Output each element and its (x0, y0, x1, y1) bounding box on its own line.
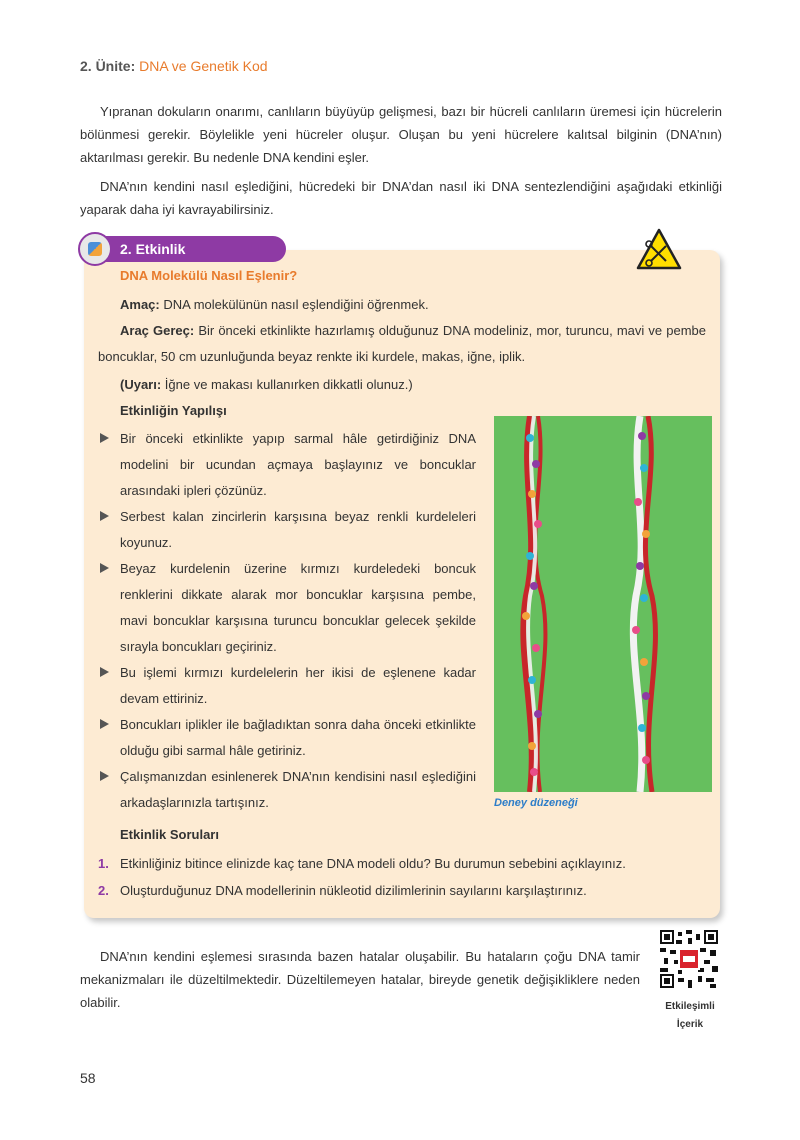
warning-text: İğne ve makası kullanırken dikkatli olunuz.) (161, 377, 413, 392)
question-number: 1. (98, 856, 109, 871)
intro-paragraph-2: DNA’nın kendini nasıl eşlediğini, hücredeki bir DNA’dan nasıl iki DNA sentezlendiğini aşağıdaki etkinliği yaparak daha iyi kavrayabilirsiniz. (80, 179, 722, 217)
question-text: Oluşturduğunuz DNA modellerinin nükleotid dizilimlerinin sayılarını karşılaştırınız. (120, 883, 587, 898)
tools-line (98, 318, 706, 370)
arrow-bullet-icon (100, 563, 111, 574)
step-item: Serbest kalan zincirlerin karşısına beyaz renkli kurdeleleri koyunuz. (100, 504, 476, 556)
qr-label: Etkileşimli İçerik (665, 1001, 715, 1030)
photo-caption: Deney düzeneği (494, 797, 578, 809)
intro-paragraph-1: Yıpranan dokuların onarımı, canlıların büyüyüp gelişmesi, bazı bir hücreli canlıların üremesi için hücrelerin bölünmesi gerekir. Böylelikle yeni hücreler oluşur. Oluşan bu yeni hücrelere kalıtsal bilginin (DNA’nın) aktarılması gerekir. Bu nedenle DNA kendini eşler. (80, 104, 722, 165)
unit-topic: DNA ve Genetik Kod (139, 58, 268, 74)
tools-label: Araç Gereç: (120, 323, 195, 338)
aim-line (120, 292, 429, 318)
arrow-bullet-icon (100, 511, 111, 522)
unit-header (80, 58, 268, 74)
question-item (98, 877, 626, 904)
scissors-warning-icon (636, 228, 682, 270)
dna-model-photo (494, 416, 712, 792)
step-item: Çalışmanızdan esinlenerek DNA’nın kendisini nasıl eşlediğini arkadaşlarınızla tartışınız. (100, 764, 476, 816)
arrow-bullet-icon (100, 719, 111, 730)
warning-label: (Uyarı: (120, 377, 162, 392)
steps-list (100, 426, 476, 816)
question-text: Etkinliğiniz bitince elinizde kaç tane DNA modeli oldu? Bu durumun sebebini açıklayınız. (120, 856, 626, 871)
aim-label: Amaç: (120, 297, 160, 312)
unit-label: 2. Ünite: (80, 58, 136, 74)
step-item: Bu işlemi kırmızı kurdelelerin her ikisi de eşlenene kadar devam ettiriniz. (100, 660, 476, 712)
step-item: Bir önceki etkinlikte yapıp sarmal hâle getirdiğiniz DNA modelini bir ucundan açmaya başlayınız ve boncuklar arasındaki ipleri çözünüz. (100, 426, 476, 504)
question-number: 2. (98, 883, 109, 898)
tools-text: Bir önceki etkinlikte hazırlamış olduğunuz DNA modeliniz, mor, turuncu, mavi ve pembe boncuklar, 50 cm uzunluğunda beyaz renkte iki kurdele, makas, iğne, iplik. (98, 323, 706, 364)
question-item (98, 850, 626, 877)
arrow-bullet-icon (100, 771, 111, 782)
qr-code-icon[interactable] (660, 930, 718, 988)
page-number: 58 (80, 1070, 96, 1086)
step-item: Beyaz kurdelenin üzerine kırmızı kurdeledeki boncuk renklerini dikkate alarak mor boncuklar karşısına pembe, mavi boncuklar karşısına turuncu boncuklar gelecek şekilde sırayla boncukları geçiriniz. (100, 556, 476, 660)
outro-paragraph: DNA’nın kendini eşlemesi sırasında bazen hatalar oluşabilir. Bu hataların çoğu DNA tamir mekanizmaları ile düzeltilmektedir. Düzeltilemeyen hatalar, bireyde genetik değişikliklere neden olabilir. (80, 949, 640, 1010)
arrow-bullet-icon (100, 433, 111, 444)
activity-icon (78, 232, 112, 266)
questions-title: Etkinlik Soruları (120, 827, 219, 842)
questions-list (98, 850, 626, 904)
arrow-bullet-icon (100, 667, 111, 678)
warning-line (120, 372, 413, 398)
steps-title: Etkinliğin Yapılışı (120, 403, 227, 418)
step-item: Boncukları iplikler ile bağladıktan sonra daha önceki etkinlikte olduğu gibi sarmal hâle getiriniz. (100, 712, 476, 764)
dna-ribbons-illustration (494, 416, 712, 792)
activity-badge-label: 2. Etkinlik (104, 236, 286, 262)
aim-text: DNA molekülünün nasıl eşlendiğini öğrenmek. (159, 297, 429, 312)
activity-title: DNA Molekülü Nasıl Eşlenir? (120, 268, 298, 283)
